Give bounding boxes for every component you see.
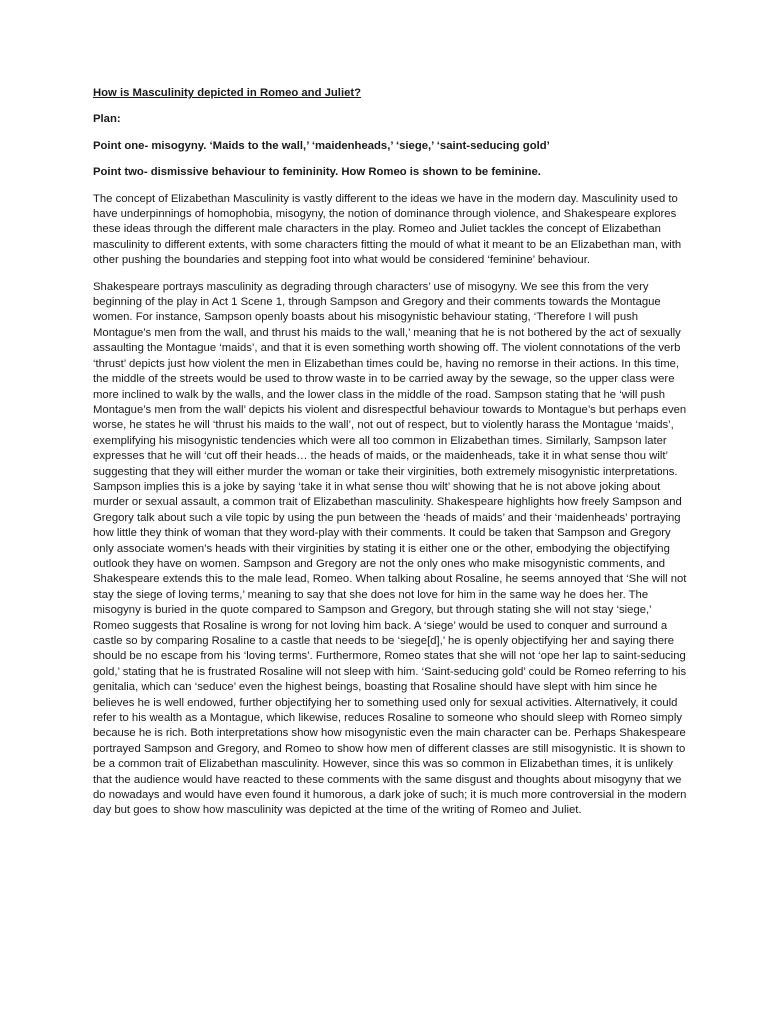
point-one: Point one- misogyny. ‘Maids to the wall,’ ‘maidenheads,’ ‘siege,’ ‘saint-seducing gold’ — [93, 139, 550, 152]
document-page — [93, 86, 689, 830]
plan-label: Plan: — [93, 113, 121, 126]
document-title: How is Masculinity depicted in Romeo and Juliet? — [93, 87, 362, 99]
paragraph-misogyny: Shakespeare portrays masculinity as degrading through characters’ use of misogyny. We see this from the very beginning of the play in Act 1 Scene 1, through Sampson and Gregory and their comments towards the Montague women. For instance, Sampson openly boasts about his misogynistic behaviour stating, ‘Therefore I will push Montague’s men from the wall, and thrust his maids to the wall,’ meaning that he is not bothered by the act of sexually assaulting the Montague ‘maids’, and that it is even something worth showing off. The violent connotations of the verb ‘thrust’ depicts just how violent the men in Elizabethan times could be, having no remorse in their actions. In this time, the middle of the streets would be used to throw waste in to be carried away by the sewage, so the upper class were more inclined to walk by the walls, and the lower class in the middle of the road. Sampson stating that he ‘will push Montague’s men from the wall’ depicts his violent and disrespectful behaviour towards to Montague’s but perhaps even worse, he states he will ‘thrust his maids to the wall’, not out of respect, but to violently harass the Montague ‘maids’, exemplifying his misogynistic tendencies which were all too common in Elizabethan times. Similarly, Sampson later expresses that he will ‘cut off their heads… the heads of maids, or the maidenheads, take it in what sense thou wilt’ suggesting that they will either murder the woman or take their virginities, both extremely misogynistic interpretations. Sampson implies this is a joke by saying ‘take it in what sense thou wilt’ showing that he is not above joking about murder or sexual assault, a common trait of Elizabethan masculinity. Shakespeare highlights how freely Sampson and Gregory talk about such a vile topic by using the pun between the ‘heads of maids’ and their ‘maidenheads’ portraying how little they think of woman that they word-play with their comments. It could be taken that Sampson and Gregory only associate women’s heads with their virginities by stating it is either one or the other, embodying the objectifying outlook they have on women. Sampson and Gregory are not the only ones who make misogynistic comments, and Shakespeare extends this to the male lead, Romeo. When talking about Rosaline, he seems annoyed that ‘She will not stay the siege of loving terms,’ meaning to say that she does not love for him in the same way he does her. The misogyny is buried in the quote compared to Sampson and Gregory, but through stating she will not stay ‘siege,’ Romeo suggests that Rosaline is wrong for not loving him back. A ‘siege’ would be used to conquer and surround a castle so by comparing Rosaline to a castle that needs to be ‘siege[d],’ he is openly objectifying her and saying there should be no escape from his ‘loving terms’. Furthermore, Romeo states that she will not ‘ope her lap to saint-seducing gold,’ stating that he is frustrated Rosaline will not sleep with him. ‘Saint-seducing gold’ could be Romeo referring to his genitalia, which can ‘seduce’ even the highest beings, boasting that Rosaline should have slept with him since he believes he is well endowed, further objectifying her to something used only for sexual activities. Alternatively, it could refer to his wealth as a Montague, which likewise, reduces Rosaline to someone who should sleep with Romeo simply because he is rich. Both interpretations show how misogynistic even the main character can be. Perhaps Shakespeare portrayed Sampson and Gregory, and Romeo to show how men of different classes are still misogynistic. It is shown to be a common trait of Elizabethan masculinity. However, since this was so common in Elizabethan times, it is unlikely that the audience would have reacted to these comments with the same disgust and thoughts about misogyny that we do nowadays and would have even found it humorous, a dark joke of such; it is much more controversial in the modern day but goes to show how masculinity was depicted at the time of the writing of Romeo and Juliet. — [93, 280, 687, 817]
paragraph-intro: The concept of Elizabethan Masculinity is vastly different to the ideas we have in the modern day. Masculinity used to have underpinnings of homophobia, misogyny, the notion of dominance through violence, and Shakespeare explores these ideas through the different male characters in the play. Romeo and Juliet tackles the concept of Elizabethan masculinity to different extents, with some characters fitting the mould of what it meant to be an Elizabethan man, with other pushing the boundaries and stepping foot into what would be considered ‘feminine’ behaviour. — [93, 192, 682, 267]
point-two: Point two- dismissive behaviour to femininity. How Romeo is shown to be feminine. — [93, 166, 541, 179]
